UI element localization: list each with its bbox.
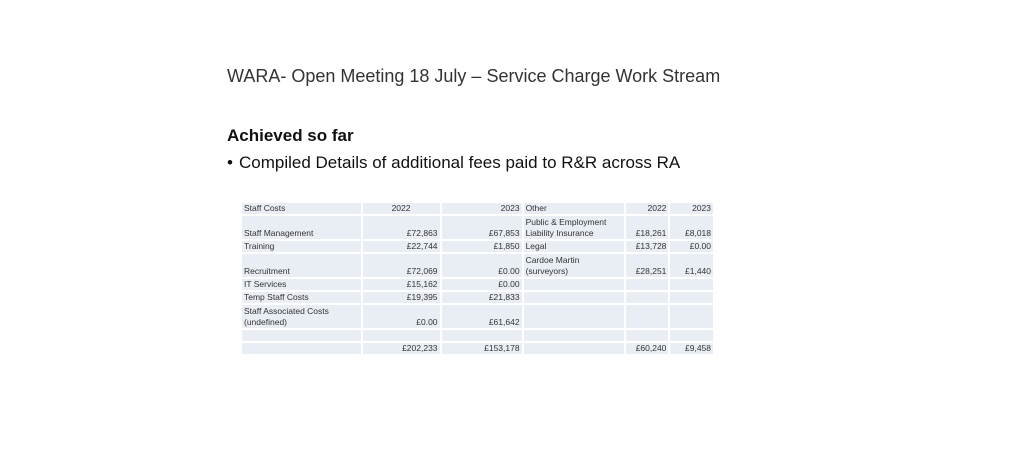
- header-other: Other: [524, 203, 626, 214]
- other-label-line-2: (surveyors): [525, 266, 569, 276]
- header-staff-2022: 2022: [363, 203, 442, 214]
- total-other-2023: £9,458: [670, 343, 713, 354]
- other-2022: £18,261: [626, 216, 671, 239]
- other-2023: [670, 305, 713, 328]
- total-staff-2022: £202,233: [363, 343, 442, 354]
- staff-2023: £61,642: [442, 305, 524, 328]
- other-label-line-2: Liability Insurance: [525, 228, 594, 238]
- staff-2023: £0.00: [442, 279, 524, 290]
- other-label-line-1: Public & Employment: [525, 217, 607, 227]
- staff-2022: £22,744: [363, 241, 442, 252]
- staff-2023: £67,853: [442, 216, 524, 239]
- spacer-cell: [242, 330, 363, 341]
- other-label: [524, 254, 626, 277]
- staff-2022: £15,162: [363, 279, 442, 290]
- spacer-cell: [442, 330, 524, 341]
- table-row: [242, 254, 713, 277]
- spacer-cell: [626, 330, 671, 341]
- bullet-dot-icon: •: [227, 153, 233, 172]
- staff-2023: £0.00: [442, 254, 524, 277]
- other-label-line-1: Cardoe Martin: [525, 255, 580, 265]
- spacer-cell: [524, 330, 626, 341]
- fees-table: [242, 201, 713, 356]
- spacer-cell: [670, 330, 713, 341]
- staff-2023: £1,850: [442, 241, 524, 252]
- other-2023: £8,018: [670, 216, 713, 239]
- staff-label: Recruitment: [242, 254, 363, 277]
- header-other-2023: 2023: [670, 203, 713, 214]
- table-row: [242, 292, 713, 303]
- table-row: [242, 305, 713, 328]
- staff-2022: £72,863: [363, 216, 442, 239]
- other-2023: £1,440: [670, 254, 713, 277]
- table-row: [242, 216, 713, 239]
- staff-label-line-1: Staff Associated Costs: [244, 306, 329, 316]
- other-label: [524, 305, 626, 328]
- staff-label: Temp Staff Costs: [242, 292, 363, 303]
- bullet-text: Compiled Details of additional fees paid to R&R across RA: [239, 153, 681, 172]
- staff-label: Training: [242, 241, 363, 252]
- other-label: [524, 216, 626, 239]
- header-staff-2023: 2023: [442, 203, 524, 214]
- table-row: [242, 279, 713, 290]
- staff-2022: £19,395: [363, 292, 442, 303]
- total-staff-2023: £153,178: [442, 343, 524, 354]
- staff-2023: £21,833: [442, 292, 524, 303]
- other-2022: [626, 292, 671, 303]
- spacer-cell: [363, 330, 442, 341]
- table-header-row: [242, 203, 713, 214]
- staff-label: Staff Management: [242, 216, 363, 239]
- totals-label: [242, 343, 363, 354]
- staff-label: [242, 305, 363, 328]
- other-2023: [670, 279, 713, 290]
- other-label: Legal: [524, 241, 626, 252]
- other-2023: £0.00: [670, 241, 713, 252]
- staff-2022: £72,069: [363, 254, 442, 277]
- other-2023: [670, 292, 713, 303]
- total-other-2022: £60,240: [626, 343, 671, 354]
- other-2022: £13,728: [626, 241, 671, 252]
- totals-other-label: [524, 343, 626, 354]
- header-other-2022: 2022: [626, 203, 671, 214]
- other-label: [524, 279, 626, 290]
- section-heading: Achieved so far: [227, 126, 354, 145]
- other-2022: [626, 279, 671, 290]
- other-label: [524, 292, 626, 303]
- header-staff-costs: Staff Costs: [242, 203, 363, 214]
- table-row: [242, 241, 713, 252]
- bullet-item: [227, 153, 680, 173]
- other-2022: [626, 305, 671, 328]
- staff-label: IT Services: [242, 279, 363, 290]
- table-spacer-row: [242, 330, 713, 341]
- staff-label-line-2: (undefined): [244, 317, 288, 327]
- table-totals-row: [242, 343, 713, 354]
- other-2022: £28,251: [626, 254, 671, 277]
- slide-title: WARA- Open Meeting 18 July – Service Charge Work Stream: [227, 66, 721, 86]
- staff-2022: £0.00: [363, 305, 442, 328]
